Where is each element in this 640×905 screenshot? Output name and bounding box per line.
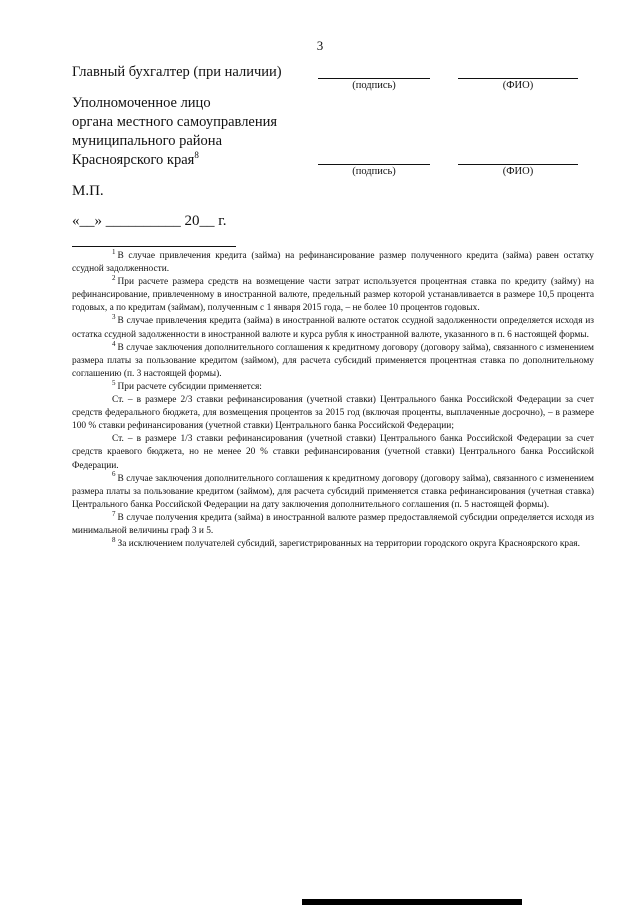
chief-accountant-label: Главный бухгалтер (при наличии) [72,64,282,80]
authority-line: Уполномоченное лицо [72,95,211,111]
footnote-2: $^2$ При расчете размера средств на возмещение части затрат используется процентная ставка по кредиту (займу) на рефинансирование, привлеченному в иностранной валюте, предельный размер которой устанавливается в размере 10,5 процента годовых, а по кредитам (займам), полученным с 1 января 2015 года, – не более 10 процентов годовых. [72,274,594,314]
footnote-5: $^5$ При расчете субсидии применяется: [112,378,262,392]
footnote-6: $^6$ В случае заключения дополнительного соглашения к кредитному договору (договору займа), связанного с изменением размера платы за пользование кредитом (займом), для расчета субсидий применяется ставка рефинансирования (учетная ставка) Центрального банка Российской Федерации на дату заключения дополнительного соглашения (п. 5 настоящей формы). [72,470,594,510]
authorized-signature-caption: (подпись) [352,166,396,177]
authorized-name-caption: (ФИО) [502,166,534,177]
authorized-person-label [72,94,277,170]
footnote-ref: 8 [194,150,199,161]
chief-accountant-signature-line [318,78,430,79]
chief-accountant-name-caption: (ФИО) [502,80,534,91]
footnote-1: $^1$ В случае привлечения кредита (займа) на рефинансирование размер полученного кредита (займа) равен остатку ссудной задолженности. [72,247,594,275]
scan-edge-mark [302,899,522,905]
footnote-8: $^8$ За исключением получателей субсидий, зарегистрированных на территории городского округа Красноярского края. [112,535,580,550]
footnote-7: $^7$ В случае получения кредита (займа) в иностранной валюте размер предоставляемой субсидии определяется исходя из минимальной величины граф 3 и 5. [72,509,594,536]
chief-accountant-name-line [458,78,578,79]
footnote-5-regional: Ст. – в размере 1/3 ставки рефинансирования (учетной ставки) Центрального банка Российской Федерации за счет средств краевого бюджета, но не менее 20 % ставки рефинансирования (учетной ставки) Центрального банка Российской Федерации. [72,434,594,471]
authority-line: муниципального района [72,133,222,149]
footnote-5-federal: Ст. – в размере 2/3 ставки рефинансирования (учетной ставки) Центрального банка Российской Федерации за счет средств федерального бюджета, для возмещения процентов за 2015 год (включая проценты, выплаченные досрочно), – в размере 100 % ставки рефинансирования (учетной ставки) Центрального банка Российской Федерации; [72,395,594,432]
authority-line: Красноярского края$^8$ [72,150,199,168]
footnote-separator [72,246,236,247]
footnote-4: $^4$ В случае заключения дополнительного соглашения к кредитному договору (договору займа), связанного с изменением размера платы за пользование кредитом (займом), для расчета субсидий применяется процентная ставка по дополнительному соглашению (п. 3 настоящей формы). [72,339,594,379]
date-line: «__» __________ 20__ г. [72,213,227,229]
stamp-place: М.П. [72,183,104,199]
authority-line: органа местного самоуправления [72,114,278,130]
chief-accountant-signature-caption: (подпись) [352,80,396,91]
authorized-name-line [458,164,578,165]
page-number: 3 [316,38,324,53]
authorized-signature-line [318,164,430,165]
footnotes [72,247,594,551]
footnote-3: $^3$ В случае привлечения кредита (займа) в иностранной валюте остаток ссудной задолженности определяется исходя из остатка ссудной задолженности в иностранной валюте и курса рубля к иностранной валюте, указанного в п. 6 настоящей формы. [72,313,594,340]
